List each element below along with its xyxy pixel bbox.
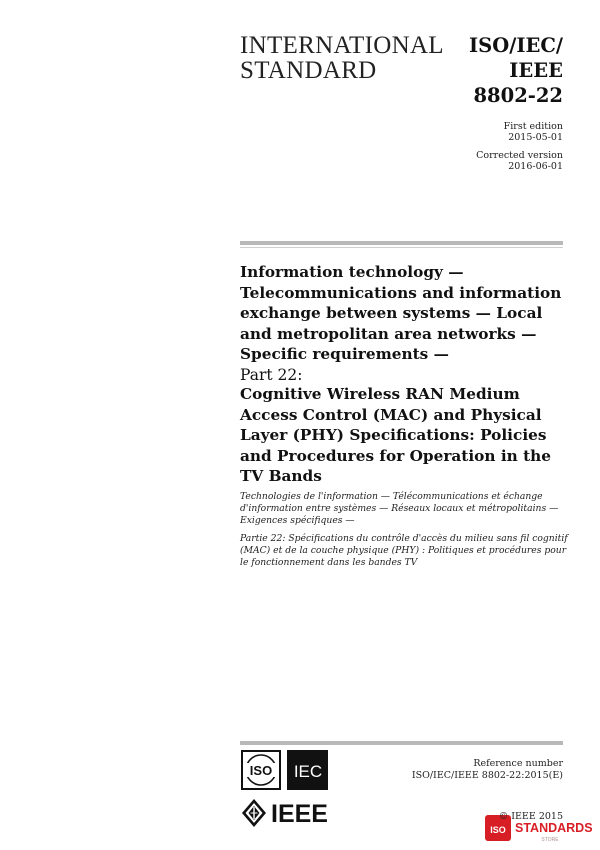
french-title-line: d'information entre systèmes — Réseaux locaux et métropolitains — [240,503,559,514]
part-title-line: Cognitive Wireless RAN Medium [240,385,520,403]
header-divider-thin [240,247,563,248]
iso-logo-text: ISO [249,763,273,778]
iso-logo [241,750,281,790]
reference-number [343,758,563,782]
document-type-line-2: STANDARD [240,57,377,84]
iec-logo-mark [287,750,328,790]
iec-logo-text: IEC [293,762,323,781]
document-type-line-1: INTERNATIONAL [240,32,444,59]
title-line: Telecommunications and information [240,283,562,302]
french-title-line: Exigences spécifiques — [240,515,355,526]
french-title-line: le fonctionnement dans les bandes TV [240,557,418,568]
iso-logo-mark [243,752,279,788]
footer-divider [240,741,563,745]
part-title-line: TV Bands [240,467,322,485]
ieee-logo-mark [240,797,350,829]
reference-label: Reference number [473,758,563,769]
french-title-line: Technologies de l'information — Télécommunications et échange [240,491,543,502]
corrected-label: Corrected version [476,150,563,161]
standard-number-line-1: ISO/IEC/ [469,34,563,57]
ieee-logo [240,797,350,829]
french-title-line: Partie 22: Spécifications du contrôle d'accès du milieu sans fil cognitif [240,533,568,544]
standard-number-line-3: 8802-22 [473,84,563,107]
header-divider [240,241,563,245]
title-line: exchange between systems — Local [240,304,543,322]
store-subtext: STORE [541,837,559,843]
edition-date: 2015-05-01 [508,132,563,143]
part-title [240,384,570,487]
title-line: Information technology — [240,263,464,281]
part-title-line: Access Control (MAC) and Physical [240,405,542,424]
store-text: STANDARDS [515,821,592,835]
part-label: Part 22: [240,366,303,384]
ieee-logo-text: IEEE [271,800,328,828]
iec-logo [287,750,328,790]
store-badge-text: ISO [490,825,506,835]
title-french-2 [240,533,570,569]
edition-info [413,121,563,172]
corrected-date: 2016-06-01 [508,161,563,172]
title-line: and metropolitan area networks — [240,324,537,343]
part-title-line: Layer (PHY) Specifications: Policies [240,426,547,444]
standard-number [413,33,563,108]
part-title-line: and Procedures for Operation in the [240,446,552,465]
edition-label: First edition [503,121,563,132]
standard-number-line-2: IEEE [509,59,563,82]
ieee-diamond-icon [242,799,266,827]
title-line: Specific requirements — [240,345,449,363]
title-french-1 [240,491,570,527]
french-title-line: (MAC) et de la couche physique (PHY) : Politiques et procédures pour [240,545,567,556]
copyright: © IEEE 2015 [498,811,563,822]
reference-value: ISO/IEC/IEEE 8802-22:2015(E) [411,770,563,781]
title-english [240,262,570,365]
